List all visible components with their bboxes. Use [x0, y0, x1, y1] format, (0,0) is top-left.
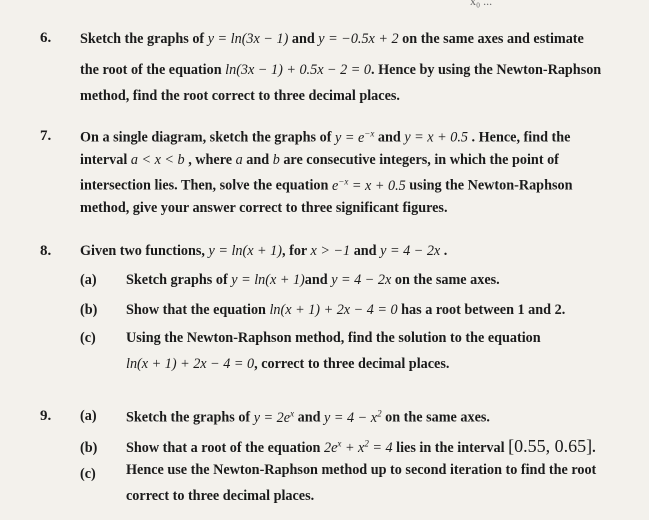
q8-part-c-label: (c): [80, 330, 96, 346]
q6-line2-text: the root of the equation: [80, 62, 222, 78]
question-8-number: 8.: [40, 243, 52, 259]
q6-line2-text-b: . Hence by using the Newton-Raphson: [371, 62, 602, 78]
question-6-line-1: [80, 31, 584, 48]
q8-part-b: Show that the equation ln(x + 1) + 2x − 4 = 0 has a root between 1 and 2.: [126, 302, 566, 318]
q7-interval-label: interval: [80, 152, 128, 168]
q6-text: Sketch the graphs of: [80, 31, 205, 47]
q7-text-b: . Hence, find the: [471, 129, 571, 146]
q9-part-a-label: (a): [80, 408, 97, 424]
top-fragment: x₀ ...: [470, 0, 493, 8]
q7-solve-eq: $e^{-x} = x + 0.5$: [331, 176, 406, 194]
q7-text: On a single diagram, sketch the graphs of: [80, 129, 332, 146]
q8-part-a: Sketch graphs of y = ln(x + 1)and y = 4 − 2x on the same axes.: [126, 272, 500, 288]
q6-line2-eq: ln(3x − 1) + 0.5x − 2 = 0: [225, 62, 372, 78]
question-7-number: 7.: [40, 128, 52, 144]
q9-part-b: Show that a root of the equation $2e^x + x^2 = 4$ lies in the interval [0.55, 0.65].: [126, 436, 596, 456]
q9-b-eq: $2e^x + x^2 = 4$: [323, 438, 393, 456]
question-6-line-2: [80, 62, 601, 79]
q8-part-a-label: (a): [80, 272, 97, 288]
question-6-number: 6.: [40, 30, 52, 46]
q9-part-c-label: (c): [80, 466, 96, 482]
q9-part-c: Hence use the Newton-Raphson method up to second iteration to find the root: [126, 462, 597, 478]
question-7-line-4: method, give your answer correct to three significant figures.: [80, 200, 448, 216]
q7-interval-eq: a < x < b: [130, 152, 185, 168]
q7-eq2: y = x + 0.5: [404, 129, 468, 146]
question-7-line-3: intersection lies. Then, solve the equation $e^{-x} = x + 0.5$ using the Newton-Raphson: [80, 176, 573, 194]
q7-eq1: $y = e^{-x}$: [335, 128, 375, 146]
q6-eq1: y = ln(3x − 1): [207, 31, 289, 47]
q9-eq2: $y = 4 - x^2$: [324, 408, 382, 426]
q8-part-c-line-2: ln(x + 1) + 2x − 4 = 0, correct to three decimal places.: [126, 356, 450, 372]
q9-interval: [0.55, 0.65]: [508, 436, 593, 456]
q7-and: and: [377, 129, 401, 146]
q6-text-b: on the same axes and estimate: [402, 31, 584, 47]
question-9-number: 9.: [40, 408, 52, 424]
q8-part-c: Using the Newton-Raphson method, find the solution to the equation: [126, 330, 541, 346]
q9-part-c-line-2: correct to three decimal places.: [126, 488, 315, 504]
q9-part-b-label: (b): [80, 440, 98, 456]
question-7-line-2: interval a < x < b , where a and b are consecutive integers, in which the point of: [80, 152, 559, 168]
question-8-intro: Given two functions, y = ln(x + 1), for x > −1 and y = 4 − 2x .: [80, 243, 448, 259]
question-7-line-1: [80, 128, 570, 147]
question-6-line-3: method, find the root correct to three decimal places.: [80, 88, 400, 104]
q6-eq2: y = −0.5x + 2: [318, 31, 399, 47]
q8-part-b-label: (b): [80, 302, 98, 318]
q6-and: and: [291, 31, 315, 47]
q9-eq1: $y = 2e^x$: [253, 408, 295, 426]
q9-part-a: Sketch the graphs of $y = 2e^x$ and $y = 4 - x^2$ on the same axes.: [126, 408, 490, 426]
